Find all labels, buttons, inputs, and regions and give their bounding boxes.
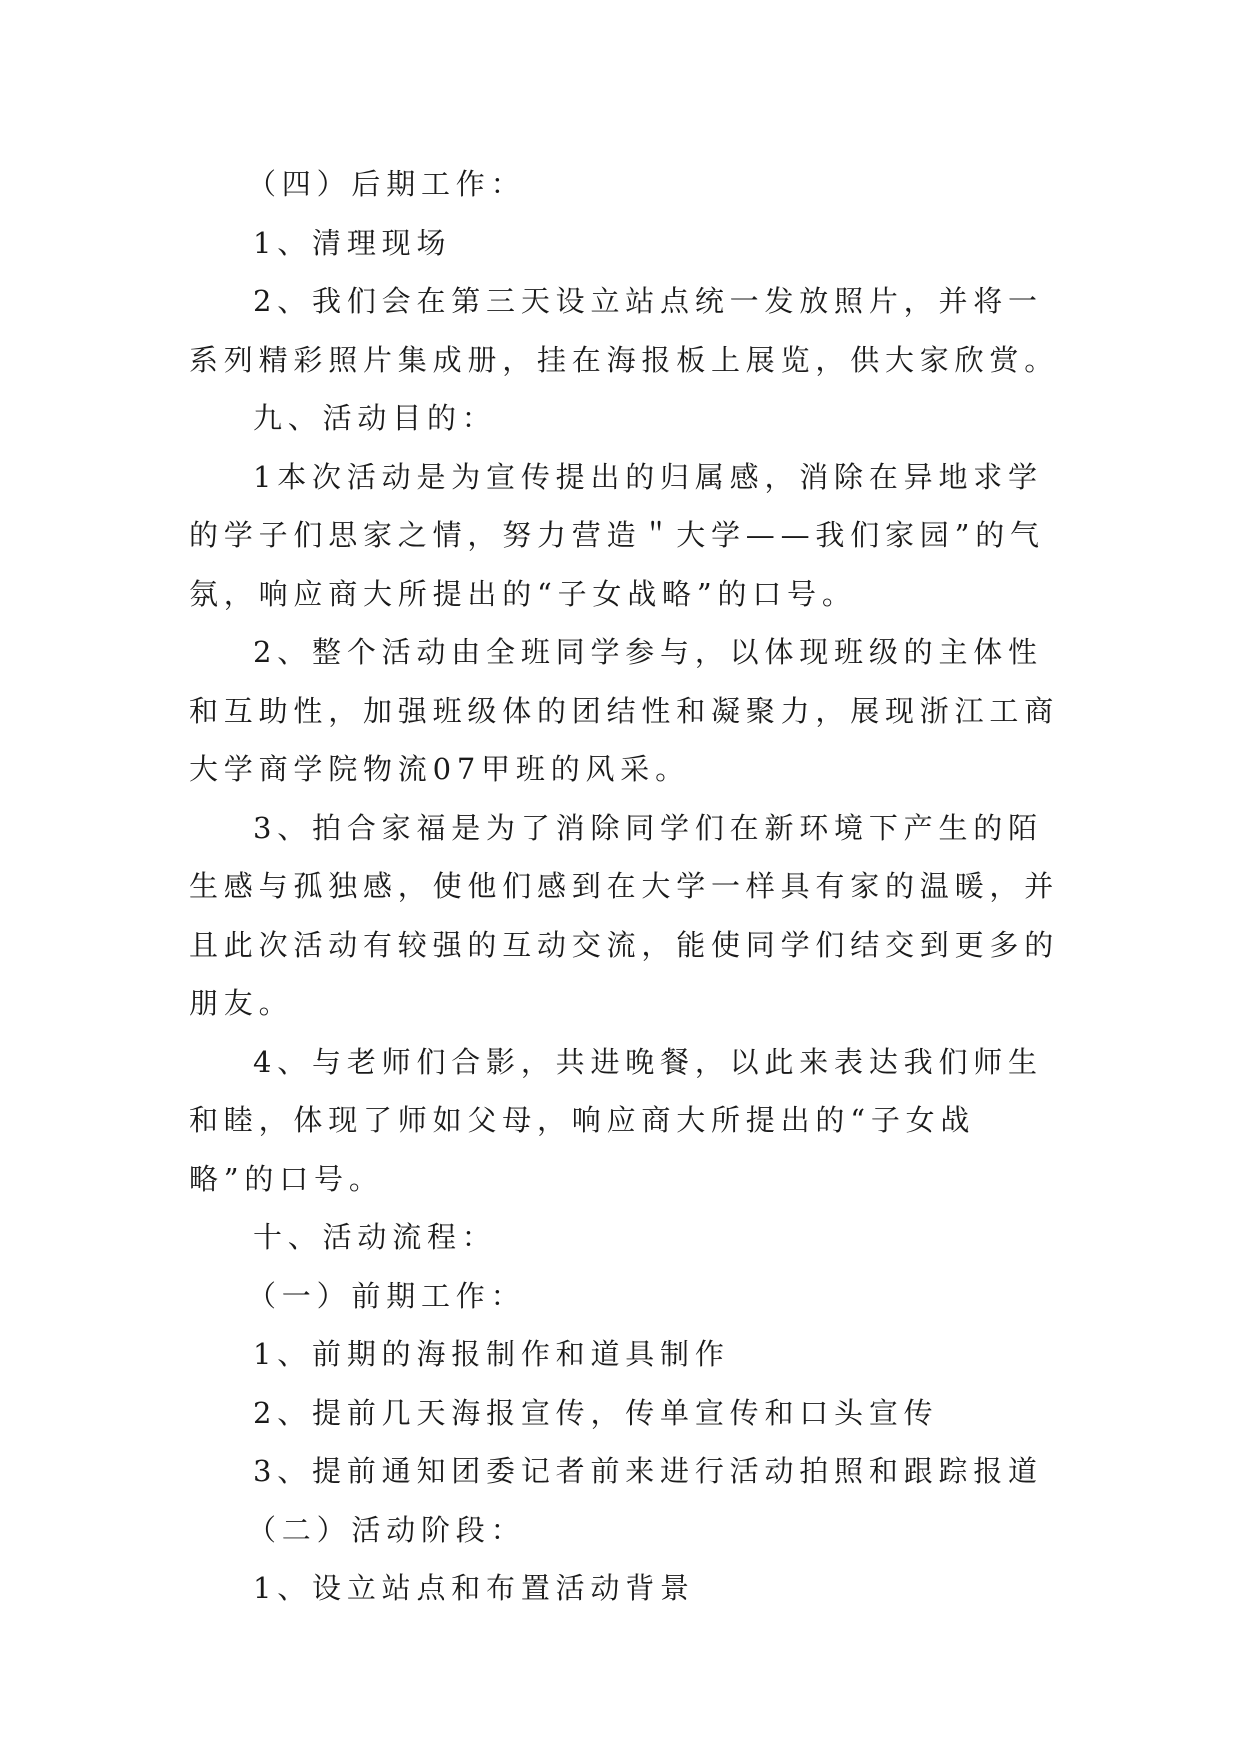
list-item: 4、与老师们合影，共进晚餐，以此来表达我们师生和睦，体现了师如父母，响应商大所提出的“子女战略”的口号。 [189, 1044, 1043, 1196]
section-heading-process: 十、活动流程： [253, 1220, 497, 1254]
list-item: 1本次活动是为宣传提出的归属感，消除在异地求学的学子们思家之情，努力营造＂大学——我们家园”的气氛，响应商大所提出的“子女战略”的口号。 [189, 459, 1045, 611]
list-item: 1、设立站点和布置活动背景 [253, 1571, 695, 1605]
document-body [189, 155, 1061, 1618]
section-heading-activity-stage: （二）活动阶段： [247, 1512, 526, 1547]
section-heading-purpose: 九、活动目的： [253, 401, 497, 435]
list-item: 2、整个活动由全班同学参与，以体现班级的主体性和互助性，加强班级体的团结性和凝聚力，展现浙江工商大学商学院物流07甲班的风采。 [189, 635, 1060, 786]
list-item: 3、拍合家福是为了消除同学们在新环境下产生的陌生感与孤独感，使他们感到在大学一样具有家的温暖，并且此次活动有较强的互动交流，能使同学们结交到更多的朋友。 [189, 810, 1060, 1020]
list-item: 1、清理现场 [253, 225, 452, 260]
section-heading-later-work: （四）后期工作： [247, 167, 526, 201]
list-item: 2、我们会在第三天设立站点统一发放照片，并将一系列精彩照片集成册，挂在海报板上展览，供大家欣赏。 [189, 284, 1060, 377]
list-item: 2、提前几天海报宣传，传单宣传和口头宣传 [253, 1395, 939, 1430]
list-item: 3、提前通知团委记者前来进行活动拍照和跟踪报道 [253, 1454, 1043, 1488]
list-item: 1、前期的海报制作和道具制作 [253, 1337, 730, 1371]
section-heading-early-work: （一）前期工作： [247, 1278, 526, 1313]
